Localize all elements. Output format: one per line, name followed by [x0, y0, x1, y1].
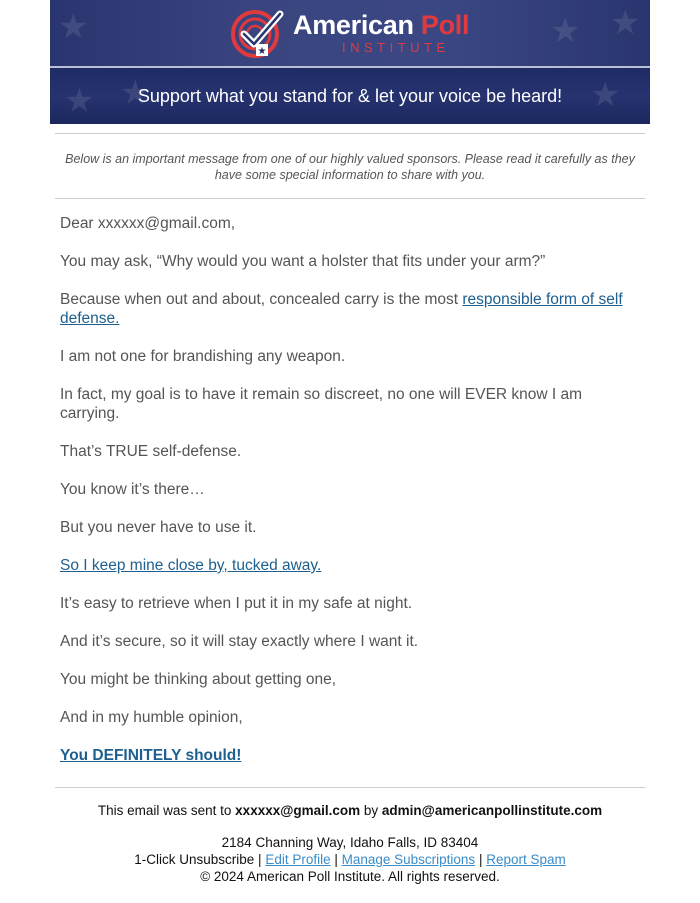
tucked-away-link[interactable]: So I keep mine close by, tucked away. — [60, 557, 322, 574]
checkmark-logo-icon — [230, 6, 284, 60]
cta-link[interactable]: You DEFINITELY should! — [60, 747, 242, 764]
paragraph: That’s TRUE self-defense. — [60, 443, 242, 460]
paragraph: In fact, my goal is to have it remain so discreet, no one will EVER know I am carrying. — [60, 386, 583, 422]
paragraph: And it’s secure, so it will stay exactly where I want it. — [60, 633, 419, 650]
responsible-self-defense-link[interactable]: responsible form of self defense. — [60, 291, 623, 327]
manage-subscriptions-link[interactable]: Manage Subscriptions — [341, 852, 476, 867]
paragraph: It’s easy to retrieve when I put it in my safe at night. — [60, 595, 413, 612]
mailing-address: 2184 Channing Way, Idaho Falls, ID 83404 — [221, 835, 479, 850]
logo-main-text: American — [293, 10, 414, 40]
footer-links — [55, 851, 645, 868]
paragraph: And in my humble opinion, — [60, 709, 243, 726]
paragraph-text: Because when out and about, concealed carry is the most — [60, 291, 463, 308]
logo-wordmark — [293, 10, 469, 41]
copyright: © 2024 American Poll Institute. All rights reserved. — [200, 869, 500, 884]
paragraph: You might be thinking about getting one, — [60, 671, 337, 688]
separator: | — [330, 852, 342, 867]
svg-text:★: ★ — [257, 46, 267, 57]
unsubscribe-text: 1-Click Unsubscribe — [134, 852, 255, 867]
sent-notice — [55, 803, 645, 818]
paragraph — [60, 556, 635, 575]
star-decoration-icon: ★ — [64, 82, 95, 120]
greeting: Dear xxxxxx@gmail.com, — [60, 215, 236, 232]
logo-subtitle: INSTITUTE — [342, 40, 450, 55]
paragraph: You may ask, “Why would you want a holster that fits under your arm?” — [60, 253, 546, 270]
edit-profile-link[interactable]: Edit Profile — [265, 852, 331, 867]
star-decoration-icon: ★ — [550, 12, 581, 50]
star-decoration-icon: ★ — [120, 74, 151, 112]
divider — [55, 198, 645, 199]
paragraph: You know it’s there… — [60, 481, 205, 498]
banner-tagline: Support what you stand for & let your voice be heard! — [137, 86, 563, 106]
star-decoration-icon: ★ — [610, 4, 641, 42]
paragraph — [60, 746, 635, 765]
sponsor-notice: Below is an important message from one of our highly valued sponsors. Please read it carefully as they have some special information to share with you. — [65, 152, 635, 182]
header-banner — [50, 0, 650, 124]
paragraph: I am not one for brandishing any weapon. — [60, 348, 346, 365]
sent-by-text: by — [360, 803, 382, 818]
divider — [55, 133, 645, 134]
recipient-email: xxxxxx@gmail.com — [235, 803, 361, 818]
paragraph — [60, 290, 635, 328]
message-body — [60, 214, 635, 784]
sender-email: admin@americanpollinstitute.com — [381, 803, 603, 818]
separator: | — [254, 852, 266, 867]
email-footer — [55, 803, 645, 885]
separator: | — [475, 852, 487, 867]
divider — [55, 787, 645, 788]
logo-accent-text: Poll — [420, 10, 470, 40]
paragraph: But you never have to use it. — [60, 519, 257, 536]
report-spam-link[interactable]: Report Spam — [486, 852, 566, 867]
sent-prefix: This email was sent to — [97, 803, 236, 818]
star-decoration-icon: ★ — [58, 8, 89, 46]
star-decoration-icon: ★ — [590, 76, 621, 114]
